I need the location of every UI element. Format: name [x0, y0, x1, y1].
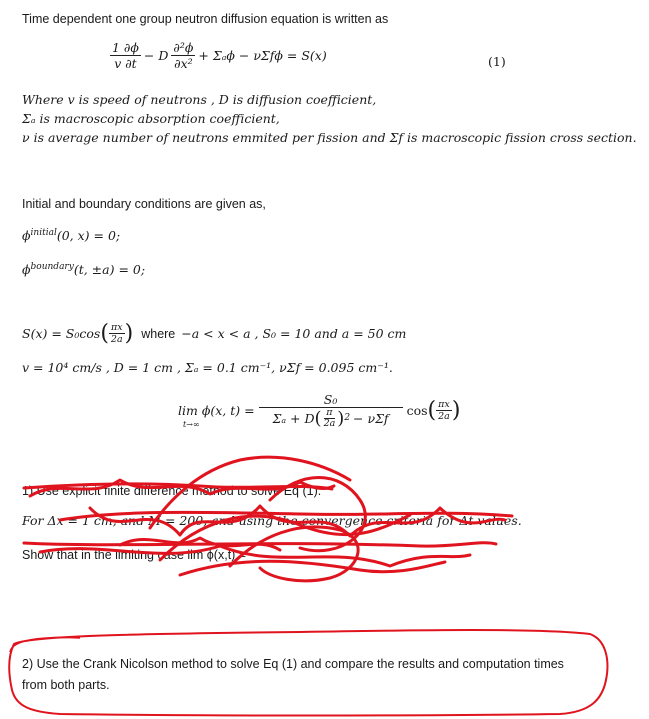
scribble-stroke: [180, 561, 445, 575]
cos-frac-den: 2a: [438, 411, 450, 422]
source-frac-num: πx: [110, 322, 123, 333]
limit-fraction: [259, 392, 403, 429]
struck-item-1c: Show that in the limiting case lim ϕ(x,t) =: [22, 548, 247, 562]
boundary-rest: (t, ±a) = 0;: [73, 262, 146, 277]
paren-open: (: [100, 320, 109, 346]
paren-close: ): [124, 320, 134, 346]
equation-number: (1): [488, 54, 506, 69]
initial-superscript: initial: [30, 228, 57, 238]
limit-denominator: [271, 408, 391, 429]
initial-phi: ϕ: [22, 228, 31, 243]
denominator-part-b: − νΣ𝑓: [353, 411, 389, 426]
source-fraction: [109, 322, 125, 345]
item-2-line-2: from both parts.: [22, 678, 110, 692]
diffusion-equation: [110, 40, 327, 71]
definition-line-2: Σₐ is macroscopic absorption coefficient,: [22, 111, 280, 126]
space-term-numerator: ∂²ϕ: [173, 40, 194, 55]
cos-text: cos: [406, 403, 428, 418]
den-square: 2: [344, 413, 351, 423]
den-inner-num: π: [326, 407, 333, 418]
den-inner-fraction: [322, 408, 338, 429]
initial-rest: (0, x) = 0;: [56, 228, 121, 243]
struck-item-1b: For Δx = 1 cm, and M = 200, and using the convergence criteria for Δt values.: [22, 513, 522, 528]
den-inner-den: 2a: [323, 418, 336, 429]
limit-operator: [178, 403, 255, 418]
space-derivative-term: [171, 40, 195, 71]
where-word: where: [141, 326, 176, 341]
denominator-part-a: Σₐ + D: [272, 411, 315, 426]
cos-fraction: [436, 399, 452, 422]
time-term-denominator: v ∂t: [114, 56, 137, 71]
boundary-condition: [22, 262, 145, 277]
parameters-line: v = 10⁴ cm/s , D = 1 cm , Σₐ = 0.1 cm⁻¹, νΣ𝑓 = 0.095 cm⁻¹.: [22, 360, 393, 375]
initial-condition: [22, 228, 120, 243]
boundary-phi: ϕ: [22, 262, 31, 277]
definition-line-1: Where v is speed of neutrons , D is diffusion coefficient,: [22, 92, 377, 107]
circle-stroke: [9, 630, 607, 716]
intro-text: Time dependent one group neutron diffusion equation is written as: [22, 12, 389, 26]
equation-rest: + Σₐϕ − νΣ𝑓ϕ = S(x): [198, 48, 327, 63]
scribble-stroke: [24, 543, 496, 546]
source-lhs: S(x) = S₀cos: [22, 326, 101, 341]
time-derivative-term: [110, 40, 141, 71]
boundary-superscript: boundary: [30, 262, 74, 272]
cos-paren-close: ): [451, 397, 461, 423]
cos-paren-open: (: [427, 397, 437, 423]
struck-item-1: 1) Use explicit finite difference method to solve Eq (1).: [22, 484, 322, 498]
circle-overlap-stroke: [10, 638, 80, 652]
source-term: [22, 322, 406, 345]
den-paren-close: ): [337, 407, 345, 429]
definition-line-3: ν is average number of neutrons emmited per fission and Σ𝑓 is macroscopic fission cross section.: [22, 130, 637, 145]
item-2-line-1: 2) Use the Crank Nicolson method to solve Eq (1) and compare the results and computation times: [22, 657, 564, 671]
den-paren-open: (: [314, 407, 322, 429]
limit-numerator: S₀: [259, 392, 403, 408]
scribble-stroke: [230, 527, 358, 581]
minus-d: − D: [143, 48, 169, 63]
conditions-heading: Initial and boundary conditions are given as,: [22, 197, 266, 211]
source-condition: −a < x < a , S₀ = 10 and a = 50 cm: [181, 326, 407, 341]
limit-text: lim ϕ(x, t) =: [178, 403, 255, 418]
space-term-denominator: ∂x²: [174, 56, 193, 71]
source-frac-den: 2a: [110, 334, 123, 345]
limit-equation: [178, 392, 460, 429]
cos-frac-num: πx: [438, 399, 450, 410]
time-term-numerator: 1 ∂ϕ: [112, 40, 139, 55]
limit-subscript: t→∞: [183, 420, 200, 429]
